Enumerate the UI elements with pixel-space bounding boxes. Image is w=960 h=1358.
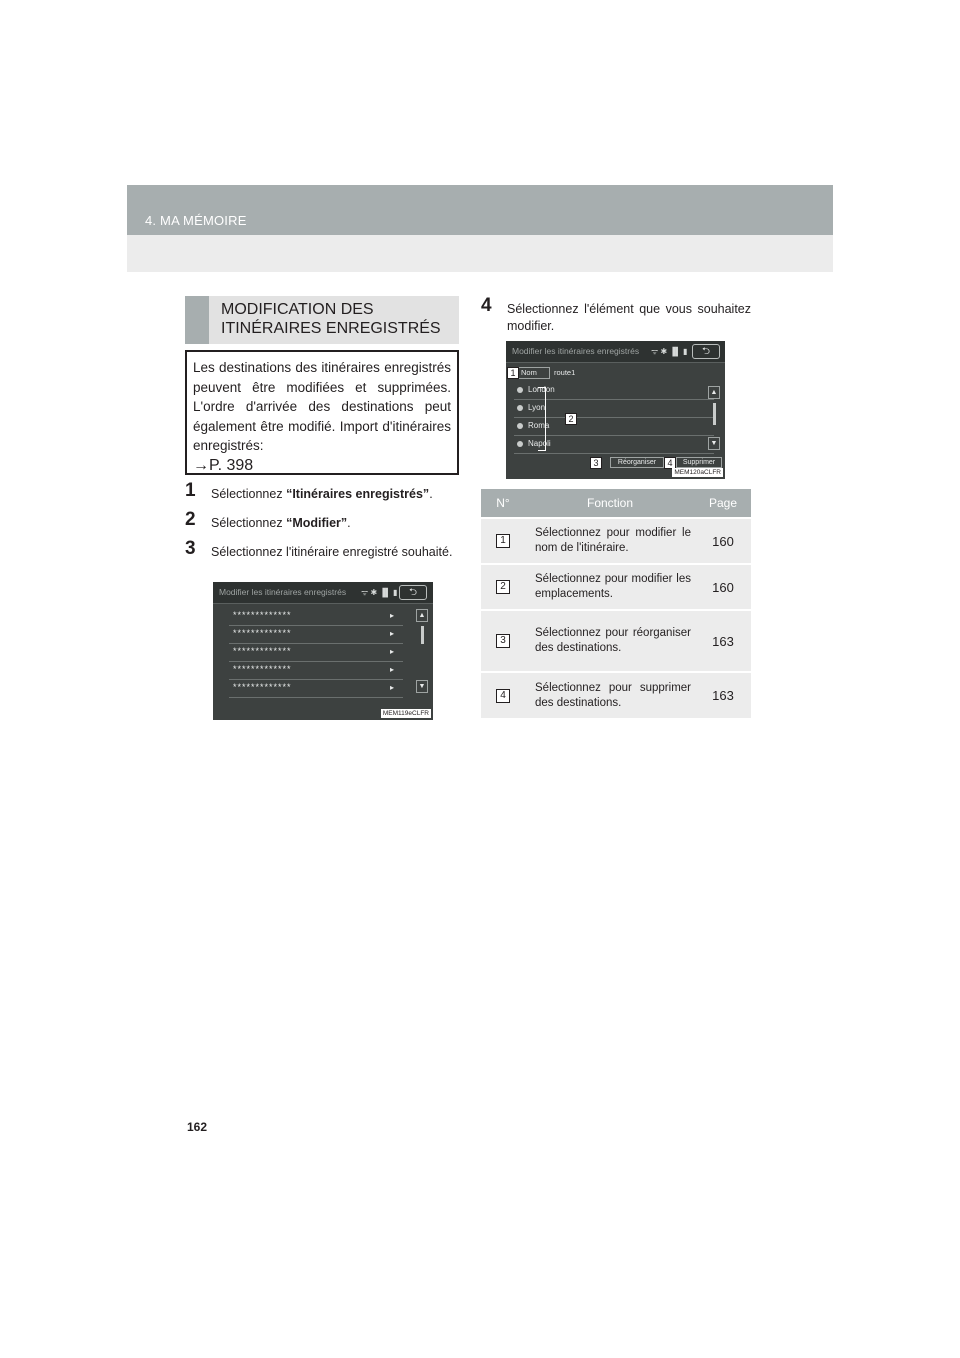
step-number: 4 [481, 295, 492, 316]
route-row[interactable] [229, 609, 403, 626]
route-row[interactable] [229, 663, 403, 680]
intro-box [185, 350, 459, 475]
route-row[interactable] [229, 627, 403, 644]
scroll-up-button[interactable]: ▲ [416, 609, 428, 622]
route-name: ************* [233, 628, 292, 638]
header-band-lower [127, 235, 833, 272]
table-cell-number [481, 672, 525, 718]
chapter-title: 4. MA MÉMOIRE [145, 213, 247, 228]
function-table [481, 489, 751, 718]
table-row [481, 518, 751, 564]
table-cell-number [481, 564, 525, 610]
destination-name: Napoli [528, 439, 551, 448]
number-box: 3 [496, 634, 510, 648]
bracket [538, 387, 546, 451]
destination-icon [517, 441, 523, 447]
destination-name: Lyon [528, 403, 546, 412]
route-icon: ▸ [389, 665, 395, 674]
step-emphasis: “Itinéraires enregistrés” [286, 487, 430, 501]
table-cell-page: 163 [695, 672, 751, 718]
step-1 [185, 480, 460, 503]
number-box: 2 [496, 580, 510, 594]
table-row [481, 610, 751, 672]
route-name: ************* [233, 610, 292, 620]
route-name: ************* [233, 664, 292, 674]
number-box: 1 [496, 534, 510, 548]
figure-code: MEM120aCLFR [674, 469, 721, 476]
number-box: 4 [496, 689, 510, 703]
section-title-line1: MODIFICATION DES [221, 301, 374, 318]
step-emphasis: “Modifier” [286, 516, 348, 530]
section-heading [185, 296, 459, 344]
screenshot-edit-route [506, 341, 725, 479]
route-name: ************* [233, 646, 292, 656]
table-cell-page: 160 [695, 518, 751, 564]
destination-name: London [528, 385, 555, 394]
table-cell-number [481, 610, 525, 672]
screen-title: Modifier les itinéraires enregistrés [219, 587, 347, 597]
step-number: 1 [185, 480, 196, 501]
destination-name: Roma [528, 421, 550, 430]
back-button[interactable]: ⮌ [692, 344, 720, 359]
callout-2: 2 [565, 413, 577, 425]
step-text: Sélectionnez l'itinéraire enregistré souhaité. [211, 545, 453, 559]
table-cell-function: Sélectionnez pour réorganiser des destinations. [525, 610, 695, 672]
table-header-number: N° [481, 489, 525, 518]
table-cell-page: 160 [695, 564, 751, 610]
route-icon: ▸ [389, 647, 395, 656]
intro-ref: →P. 398 [193, 456, 254, 474]
scroll-down-button[interactable]: ▼ [416, 680, 428, 693]
step-text: Sélectionnez [211, 487, 287, 501]
step-3 [185, 538, 460, 561]
table-cell-function: Sélectionnez pour modifier les emplacements. [525, 564, 695, 610]
route-row[interactable] [229, 681, 403, 698]
step-text: Sélectionnez l'élément que vous souhaitez modifier. [507, 302, 751, 333]
table-row [481, 672, 751, 718]
page-number: 162 [187, 1120, 208, 1134]
route-row[interactable] [229, 645, 403, 662]
intro-text: Les destinations des itinéraires enregistrés peuvent être modifiées et supprimées. L'ordre d'arrivée des destinations peut également être modifié. Import d'itinéraires enregistrés: [193, 360, 451, 453]
callout-1: 1 [507, 367, 519, 379]
step-2 [185, 509, 460, 532]
table-header-function: Fonction [525, 489, 695, 518]
scrollbar[interactable] [713, 403, 716, 425]
callout-3: 3 [590, 457, 602, 469]
step-number: 2 [185, 509, 196, 530]
status-icons: ᯤ ✱ ▐▌ ▮ [651, 347, 688, 356]
route-name-value: route1 [554, 368, 576, 377]
reorganize-button[interactable]: Réorganiser [610, 457, 664, 468]
section-title [221, 300, 441, 338]
route-icon: ▸ [389, 683, 395, 692]
callout-4: 4 [664, 457, 676, 469]
scroll-down-button[interactable]: ▼ [708, 437, 720, 450]
route-name: ************* [233, 682, 292, 692]
table-cell-page: 163 [695, 610, 751, 672]
table-header-row [481, 489, 751, 518]
route-icon: ▸ [389, 611, 395, 620]
scroll-up-button[interactable]: ▲ [708, 386, 720, 399]
scrollbar[interactable] [421, 626, 424, 644]
table-cell-function: Sélectionnez pour modifier le nom de l'itinéraire. [525, 518, 695, 564]
figure-code: MEM119eCLFR [382, 710, 429, 717]
table-cell-function: Sélectionnez pour supprimer des destinations. [525, 672, 695, 718]
step-punct: . [429, 487, 433, 501]
table-row [481, 564, 751, 610]
step-number: 3 [185, 538, 196, 559]
route-icon: ▸ [389, 629, 395, 638]
screenshot-saved-routes [213, 582, 433, 720]
table-cell-number [481, 518, 525, 564]
step-4 [481, 295, 751, 335]
step-text: Sélectionnez [211, 516, 287, 530]
name-button[interactable]: Nom [510, 367, 550, 379]
destination-icon [517, 387, 523, 393]
back-button[interactable]: ⮌ [399, 585, 427, 600]
step-punct: . [347, 516, 351, 530]
screen-title: Modifier les itinéraires enregistrés [512, 346, 640, 356]
destination-icon [517, 405, 523, 411]
table-header-page: Page [695, 489, 751, 518]
section-title-line2: ITINÉRAIRES ENREGISTRÉS [221, 320, 441, 337]
delete-button[interactable]: Supprimer [676, 457, 722, 468]
destination-icon [517, 423, 523, 429]
section-heading-bar [185, 296, 209, 344]
status-icons: ᯤ ✱ ▐▌ ▮ [361, 588, 398, 597]
